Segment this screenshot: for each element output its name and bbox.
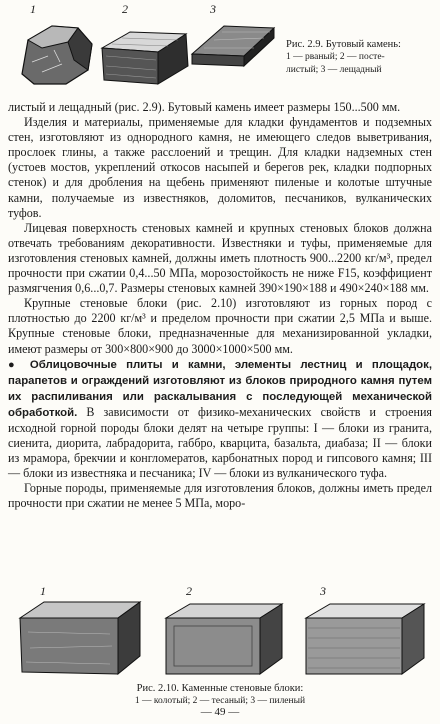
figure-label: 2 — [186, 584, 192, 598]
paragraph-emphasis — [8, 357, 432, 482]
caption-legend: 1 — рваный; 2 — посте- — [286, 52, 385, 62]
wall-blocks-illustration — [14, 588, 428, 678]
figure-label: 3 — [210, 2, 216, 16]
figure-caption — [0, 682, 440, 708]
figure-caption — [286, 38, 434, 77]
page-number: — 49 — — [200, 706, 240, 718]
paragraph: Горные породы, применяемые для изготовления блоков, должны иметь предел прочности при сжатии не менее 5 МПа, моро- — [8, 481, 432, 511]
stone-bedded — [102, 32, 188, 84]
stone-torn — [22, 26, 92, 84]
stone-flagstone — [192, 26, 274, 66]
figure-2-9 — [0, 0, 440, 96]
caption-title: Рис. 2.9. Бутовый камень: — [286, 39, 401, 50]
paragraph-rest: В зависимости от физико-механических свойств и строения исходной горной породы блоки делят на четыре группы: I — блоки из гранита, сиенита, диорита, лабрадорита, габбро, кварцита, базальта, диабаза; II — блоки из мрамора, брекчии и конгломератов, карбонатных пород и гипсового камня; III — блоки из известняка и песчаника; IV — блоки из вулканического туфа. — [8, 404, 432, 481]
paragraph: Изделия и материалы, применяемые для кладки фундаментов и подземных стен, изготовляют из однородного камня, не имеющего следов выветривания, прослоек глины, а также расслоений и трещин. Для кладки надземных стен (устоев мостов, укреплений откосов насыпей и берегов рек, кладки подпорных стенок) и для дробления на щебень применяют пиленые и колотые штучные камни, получаемые из известняков, доломитов, песчаников, вулканических туфов. — [8, 115, 432, 220]
block-sawn — [306, 604, 424, 674]
rubble-stone-illustration — [8, 4, 276, 92]
bold-lead: Облицовочные плиты и камни, элементы лестниц и площадок, парапетов и ограждений изготовляют из блоков природного камня путем их распиливания или раскалывания с последующей механической обработкой. — [8, 358, 432, 419]
caption-legend: листый; 3 — лещадный — [286, 65, 382, 75]
paragraph: листый и лещадный (рис. 2.9). Бутовый камень имеет размеры 150...500 мм. — [8, 100, 401, 114]
figure-label: 1 — [30, 2, 36, 16]
paragraph: Крупные стеновые блоки (рис. 2.10) изготовляют из горных пород с плотностью до 2200 кг/м³ и пределом прочности при сжатии 2,5 МПа и выше. Крупные стеновые блоки, предназначенные для механизированной укладки, имеют размеры от 300×800×900 до 3000×1000×500 мм. — [8, 296, 432, 356]
figure-2-10 — [0, 584, 440, 724]
bullet-icon: ● — [8, 358, 21, 371]
block-split — [20, 602, 140, 674]
figure-label: 1 — [40, 584, 46, 598]
caption-legend: 1 — колотый; 2 — тесаный; 3 — пиленый — [134, 696, 306, 706]
body-text — [8, 100, 432, 512]
figure-label: 2 — [122, 2, 128, 16]
figure-label: 3 — [320, 584, 326, 598]
caption-title: Рис. 2.10. Каменные стеновые блоки: — [136, 683, 304, 694]
paragraph: Лицевая поверхность стеновых камней и крупных стеновых блоков должна отвечать требованиям декоративности. Известняки и туфы, применяемые для изготовления стеновых камней, должны иметь плотность 900...2200 кг/м³, предел прочности при сжатии 0,4...50 МПа, морозостойкость не ниже F15, коэффициент размягчения 0,6...0,7. Размеры стеновых камней 390×190×188 и 490×240×188 мм. — [8, 220, 432, 296]
block-hewn — [166, 604, 282, 674]
